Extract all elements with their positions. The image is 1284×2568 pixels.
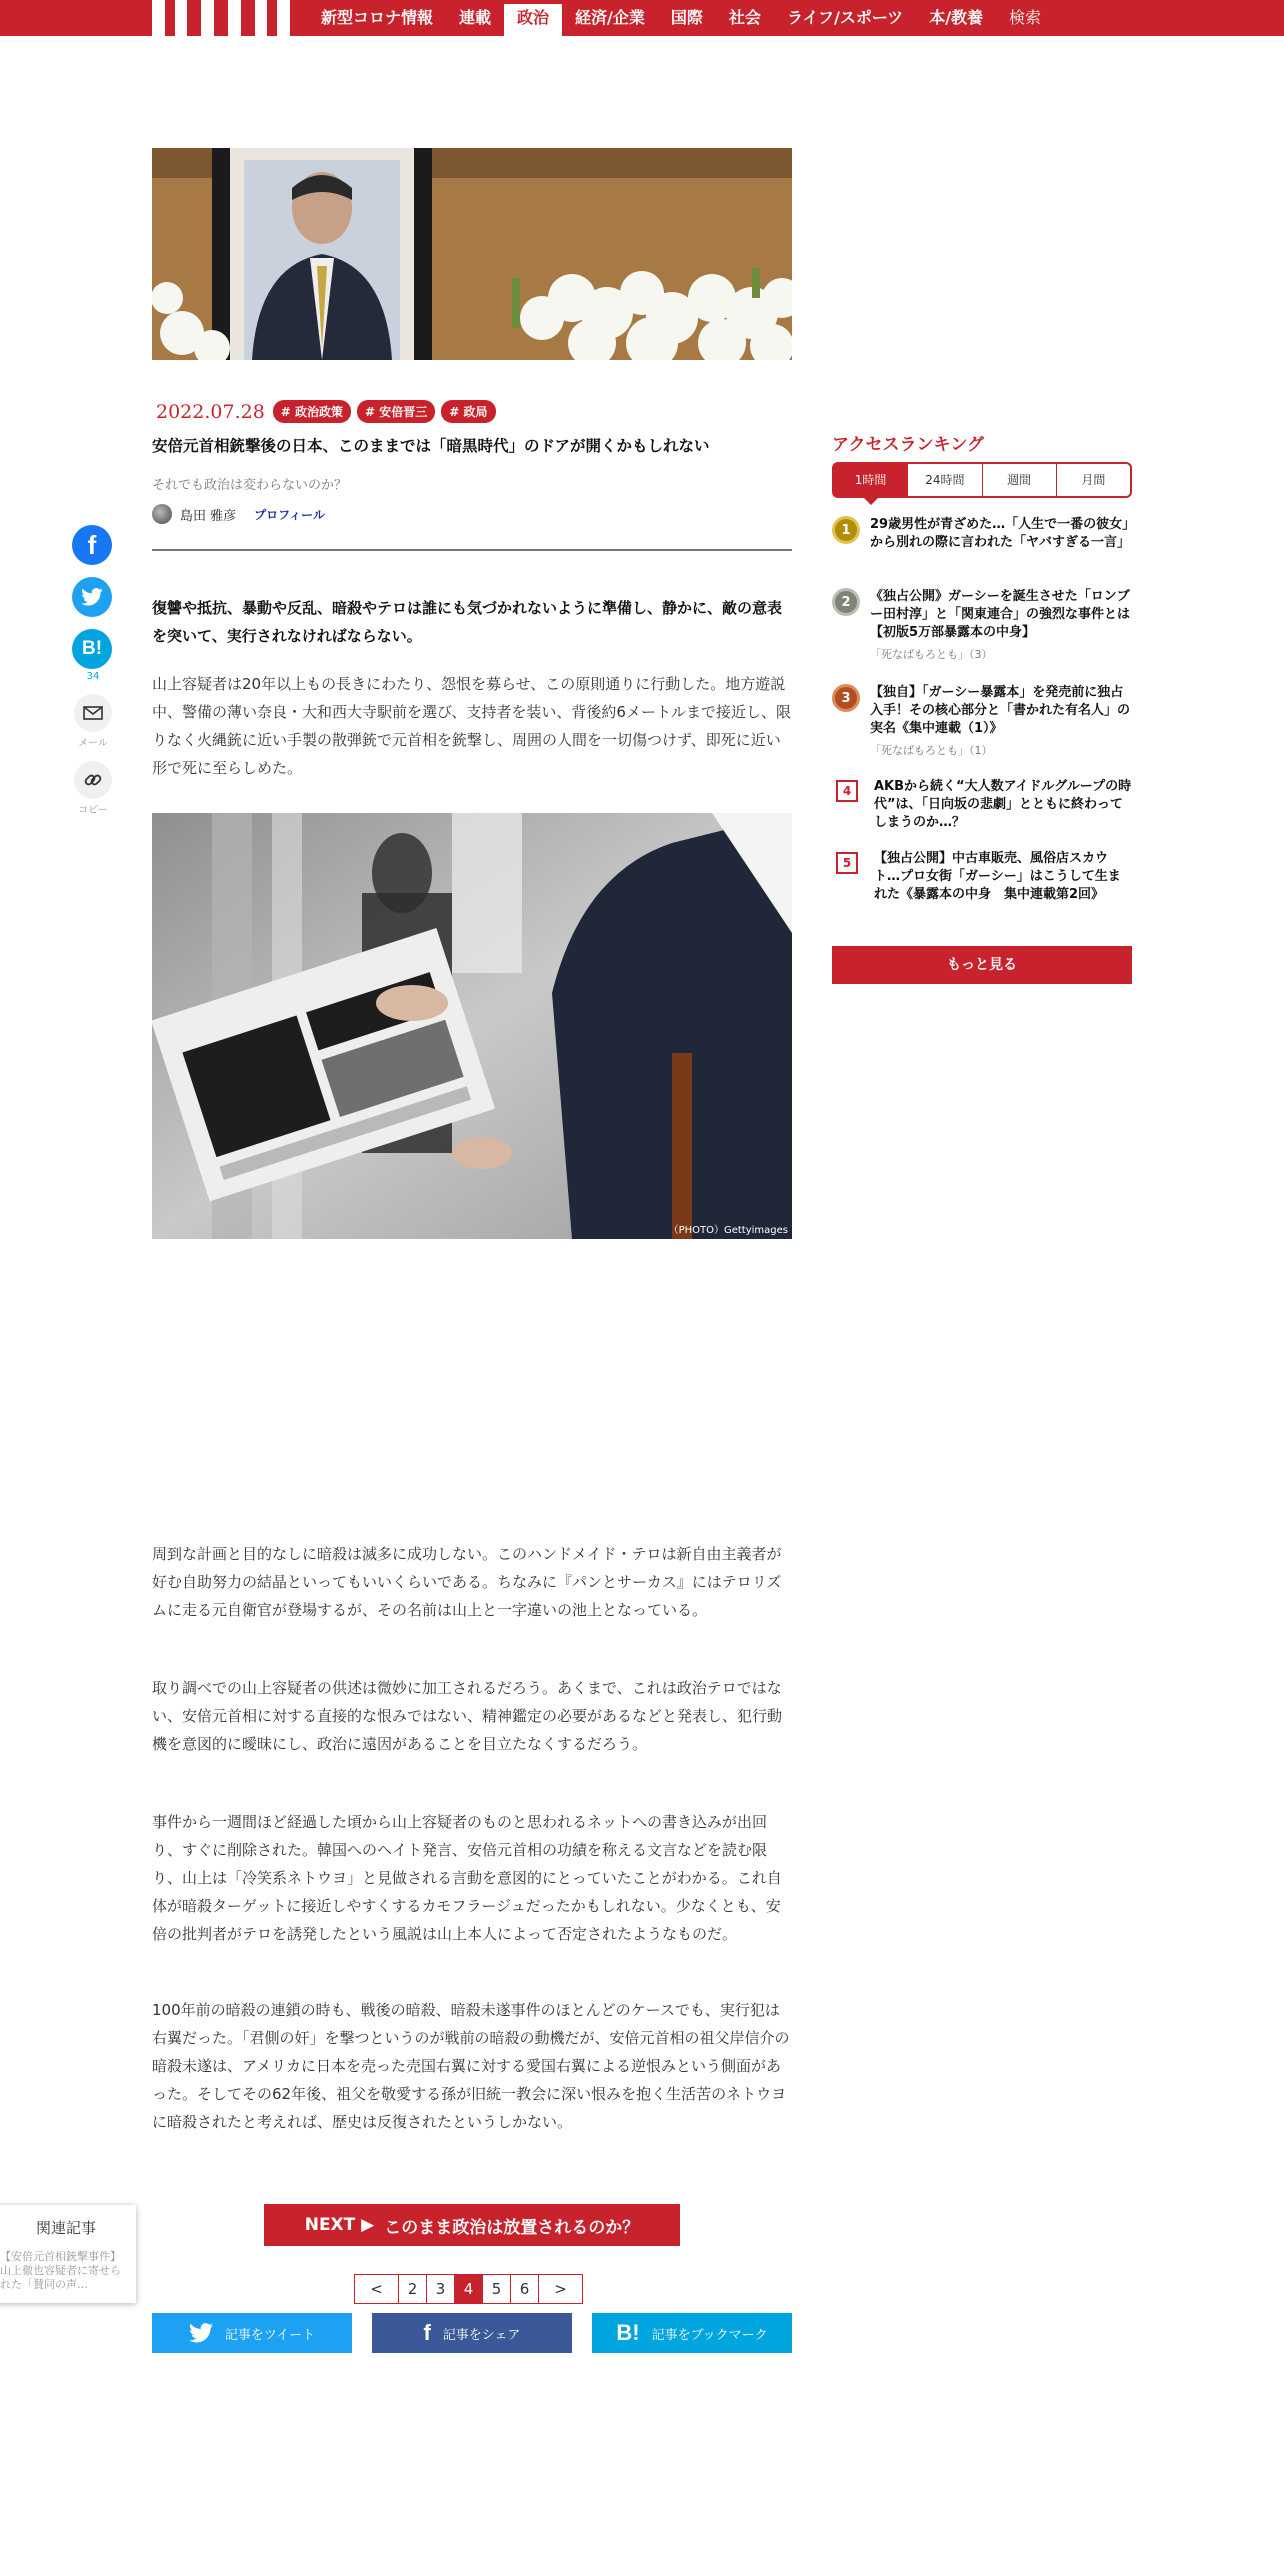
ranking-item-source: 「死なばもろとも」（3）: [870, 648, 993, 661]
site-logo[interactable]: [152, 0, 290, 36]
photo-credit: （PHOTO）Gettyimages: [668, 1225, 788, 1236]
hatena-icon: B!: [81, 638, 103, 659]
article-subtitle: それでも政治は変わらないのか？: [152, 478, 348, 493]
article-paragraph: 100年前の暗殺の連鎖の時も、戦後の暗殺、暗殺未遂事件のほとんどのケースでも、実行犯は右翼だった。「君側の奸」を撃つというのが戦前の暗殺の動機だが、安倍元首相の祖父岸信介の暗殺未遂は、アメリカに日本を売った売国右翼に対する愛国右翼による逆恨みという側面があった。そしてその62年後、祖父を敬愛する孫が旧統一教会に深い恨みを抱く生活苦のネトウヨに暗殺されたと考えれば、歴史は反復されたというしかない。: [152, 2001, 790, 2131]
article-lead: 復讐や抵抗、暴動や反乱、暗殺やテロは誰にも気づかれないように準備し、静かに、敵の意表を突いて、実行されなければならない。: [152, 599, 783, 645]
top-nav: [0, 0, 1284, 36]
rank-badge-gold: 1: [832, 516, 860, 544]
article-date: 2022.07.28: [156, 400, 265, 423]
pagination-prev[interactable]: <: [354, 2274, 399, 2304]
rank-badge: 5: [836, 852, 858, 874]
tag-politics-policy[interactable]: # 政治政策: [273, 400, 351, 423]
article-title: 安倍元首相銃撃後の日本、このままでは「暗黒時代」のドアが開くかもしれない: [152, 437, 710, 455]
tweet-label: 記事をツイート: [224, 2327, 316, 2343]
pagination-page[interactable]: 2: [398, 2274, 427, 2304]
related-heading: 関連記事: [35, 2219, 96, 2237]
share-side: [72, 525, 114, 828]
nav-item-life-sports[interactable]: ライフ/スポーツ: [786, 8, 904, 27]
ranking-tab-month[interactable]: 月間: [1056, 464, 1130, 496]
pagination-page[interactable]: 6: [510, 2274, 539, 2304]
pagination-page[interactable]: 5: [482, 2274, 511, 2304]
twitter-share-button[interactable]: [72, 577, 112, 617]
next-prefix: NEXT ▶: [304, 2215, 375, 2235]
article-paragraph: 取り調べでの山上容疑者の供述は微妙に加工されるだろう。あくまで、これは政治テロではない、安倍元首相に対する直接的な恨みではない、精神鑑定の必要があるなどと発表し、犯行動機を意図的に曖昧にし、政治に遠因があることを目立たなくするだろう。: [152, 1679, 783, 1753]
pagination-page[interactable]: 3: [426, 2274, 455, 2304]
facebook-share-button[interactable]: [72, 525, 112, 565]
facebook-share-article-button[interactable]: [372, 2313, 572, 2353]
next-page-button[interactable]: [264, 2204, 680, 2246]
copy-label: コピー: [78, 805, 108, 816]
related-item[interactable]: 【安倍元首相銃撃事件】山上徹也容疑者に寄せられた「賛同の声…: [0, 2250, 121, 2291]
nav-item-economy[interactable]: 経済/企業: [575, 8, 645, 27]
ranking-item[interactable]: [832, 588, 1132, 662]
ranking-item-title[interactable]: 《独占公開》ガーシーを誕生させた「ロンブー田村淳」と「関東連合」の強烈な事件とは【初版5万部暴露本の中身】: [870, 589, 1131, 640]
hatena-count: 34: [86, 671, 100, 682]
nav-item-politics[interactable]: 政治: [504, 0, 562, 36]
nav-search[interactable]: 検索: [1009, 8, 1042, 27]
ranking-item[interactable]: [832, 684, 1132, 758]
article-photo: [152, 813, 792, 1239]
next-label: このまま政治は放置されるのか？: [384, 2217, 640, 2238]
article-paragraph: 事件から一週間ほど経過した頃から山上容疑者のものと思われるネットへの書き込みが出回り、すぐに削除された。韓国へのヘイト発言、安倍元首相の功績を称える文言などを読む限り、山上は「冷笑系ネトウヨ」と見做される言動を意図的にとっていたことがわかる。これ自体が暗殺ターゲットに接近しやすくするカモフラージュだったかもしれない。少なくとも、安倍の批判者がテロを誘発したという風説は山上本人によって否定されたようなものだ。: [152, 1813, 782, 1943]
ranking-item-title[interactable]: AKBから続く“大人数アイドルグループの時代”は、「日向坂の悲劇」とともに終わってしまうのか…？: [874, 779, 1132, 830]
hatena-icon: B!: [616, 2320, 640, 2345]
mail-label: メール: [78, 738, 108, 749]
nav-item-corona[interactable]: 新型コロナ情報: [321, 8, 434, 27]
nav-item-series[interactable]: 連載: [459, 8, 492, 27]
ranking-tab-week[interactable]: 週間: [982, 464, 1056, 496]
bookmark-label: 記事をブックマーク: [651, 2327, 768, 2343]
related-articles-box[interactable]: [0, 2205, 136, 2303]
article-meta: [156, 400, 496, 423]
copy-link-button[interactable]: [74, 761, 112, 799]
ranking-tab-24h[interactable]: 24時間: [907, 464, 981, 496]
ranking-item-title[interactable]: 【独自】「ガーシー暴露本」を発売前に独占入手！その核心部分と「書かれた有名人」の実名《集中連載（1）》: [870, 685, 1131, 736]
tag-abe[interactable]: # 安倍晋三: [357, 400, 435, 423]
ranking-tabs: [832, 462, 1132, 498]
facebook-icon: f: [87, 529, 97, 560]
author-avatar: [152, 504, 172, 524]
bookmark-article-button[interactable]: [592, 2313, 792, 2353]
link-icon: [83, 770, 103, 790]
ranking-more-button[interactable]: もっと見る: [832, 946, 1132, 984]
profile-link[interactable]: プロフィール: [254, 507, 325, 522]
ranking-item-title[interactable]: 29歳男性が青ざめた…「人生で一番の彼女」から別れの際に言われた「ヤバすぎる一言」: [870, 517, 1131, 550]
ranking-item[interactable]: [832, 850, 1132, 904]
nav-item-society[interactable]: 社会: [728, 8, 761, 27]
facebook-share-label: 記事をシェア: [442, 2327, 521, 2343]
article-paragraph: 山上容疑者は20年以上もの長きにわたり、怨恨を募らせ、この原則通りに行動した。地方遊説中、警備の薄い奈良・大和西大寺駅前を選び、支持者を装い、背後約6メートルまで接近し、限りなく火縄銃に近い手製の散弾銃で元首相を銃撃し、周囲の人間を一切傷つけず、即死に近い形で死に至らしめた。: [152, 675, 791, 777]
pagination-next[interactable]: >: [538, 2274, 583, 2304]
twitter-icon: [189, 2323, 213, 2343]
ranking-title: アクセスランキング: [832, 435, 984, 455]
nav-item-international[interactable]: 国際: [670, 8, 703, 27]
ranking-item-title[interactable]: 【独占公開】中古車販売、風俗店スカウト…プロ女街「ガーシー」はこうして生まれた《暴露本の中身 集中連載第2回》: [874, 851, 1121, 902]
tag-political-situation[interactable]: # 政局: [441, 400, 495, 423]
share-bar: [152, 2313, 792, 2353]
ranking-item[interactable]: [832, 516, 1132, 552]
ranking-item[interactable]: [832, 778, 1132, 832]
article-paragraph: 周到な計画と目的なしに暗殺は滅多に成功しない。このハンドメイド・テロは新自由主義者が好む自助努力の結晶といってもいいくらいである。ちなみに『パンとサーカス』にはテロリズムに走る元自衛官が登場するが、その名前は山上と一字違いの池上となっている。: [152, 1545, 782, 1619]
author-name[interactable]: 島田 雅彦: [180, 508, 237, 524]
ranking-tab-1h[interactable]: 1時間: [834, 464, 907, 496]
ranking-item-source: 「死なばもろとも」（1）: [870, 744, 993, 757]
rank-badge-bronze: 3: [832, 684, 860, 712]
nav-item-books[interactable]: 本/教養: [929, 8, 984, 27]
rank-badge: 4: [836, 780, 858, 802]
mail-button[interactable]: [74, 694, 112, 732]
facebook-icon: f: [423, 2320, 431, 2345]
hero-image: [152, 148, 792, 360]
twitter-icon: [81, 588, 103, 606]
author-line: [152, 504, 325, 524]
tweet-article-button[interactable]: [152, 2313, 352, 2353]
mail-icon: [83, 706, 103, 720]
nav-menu: [308, 0, 1054, 36]
rank-badge-silver: 2: [832, 588, 860, 616]
pagination: [355, 2274, 583, 2304]
hatena-bookmark-button[interactable]: [72, 629, 112, 669]
divider: [152, 549, 792, 551]
pagination-current: 4: [454, 2274, 483, 2304]
